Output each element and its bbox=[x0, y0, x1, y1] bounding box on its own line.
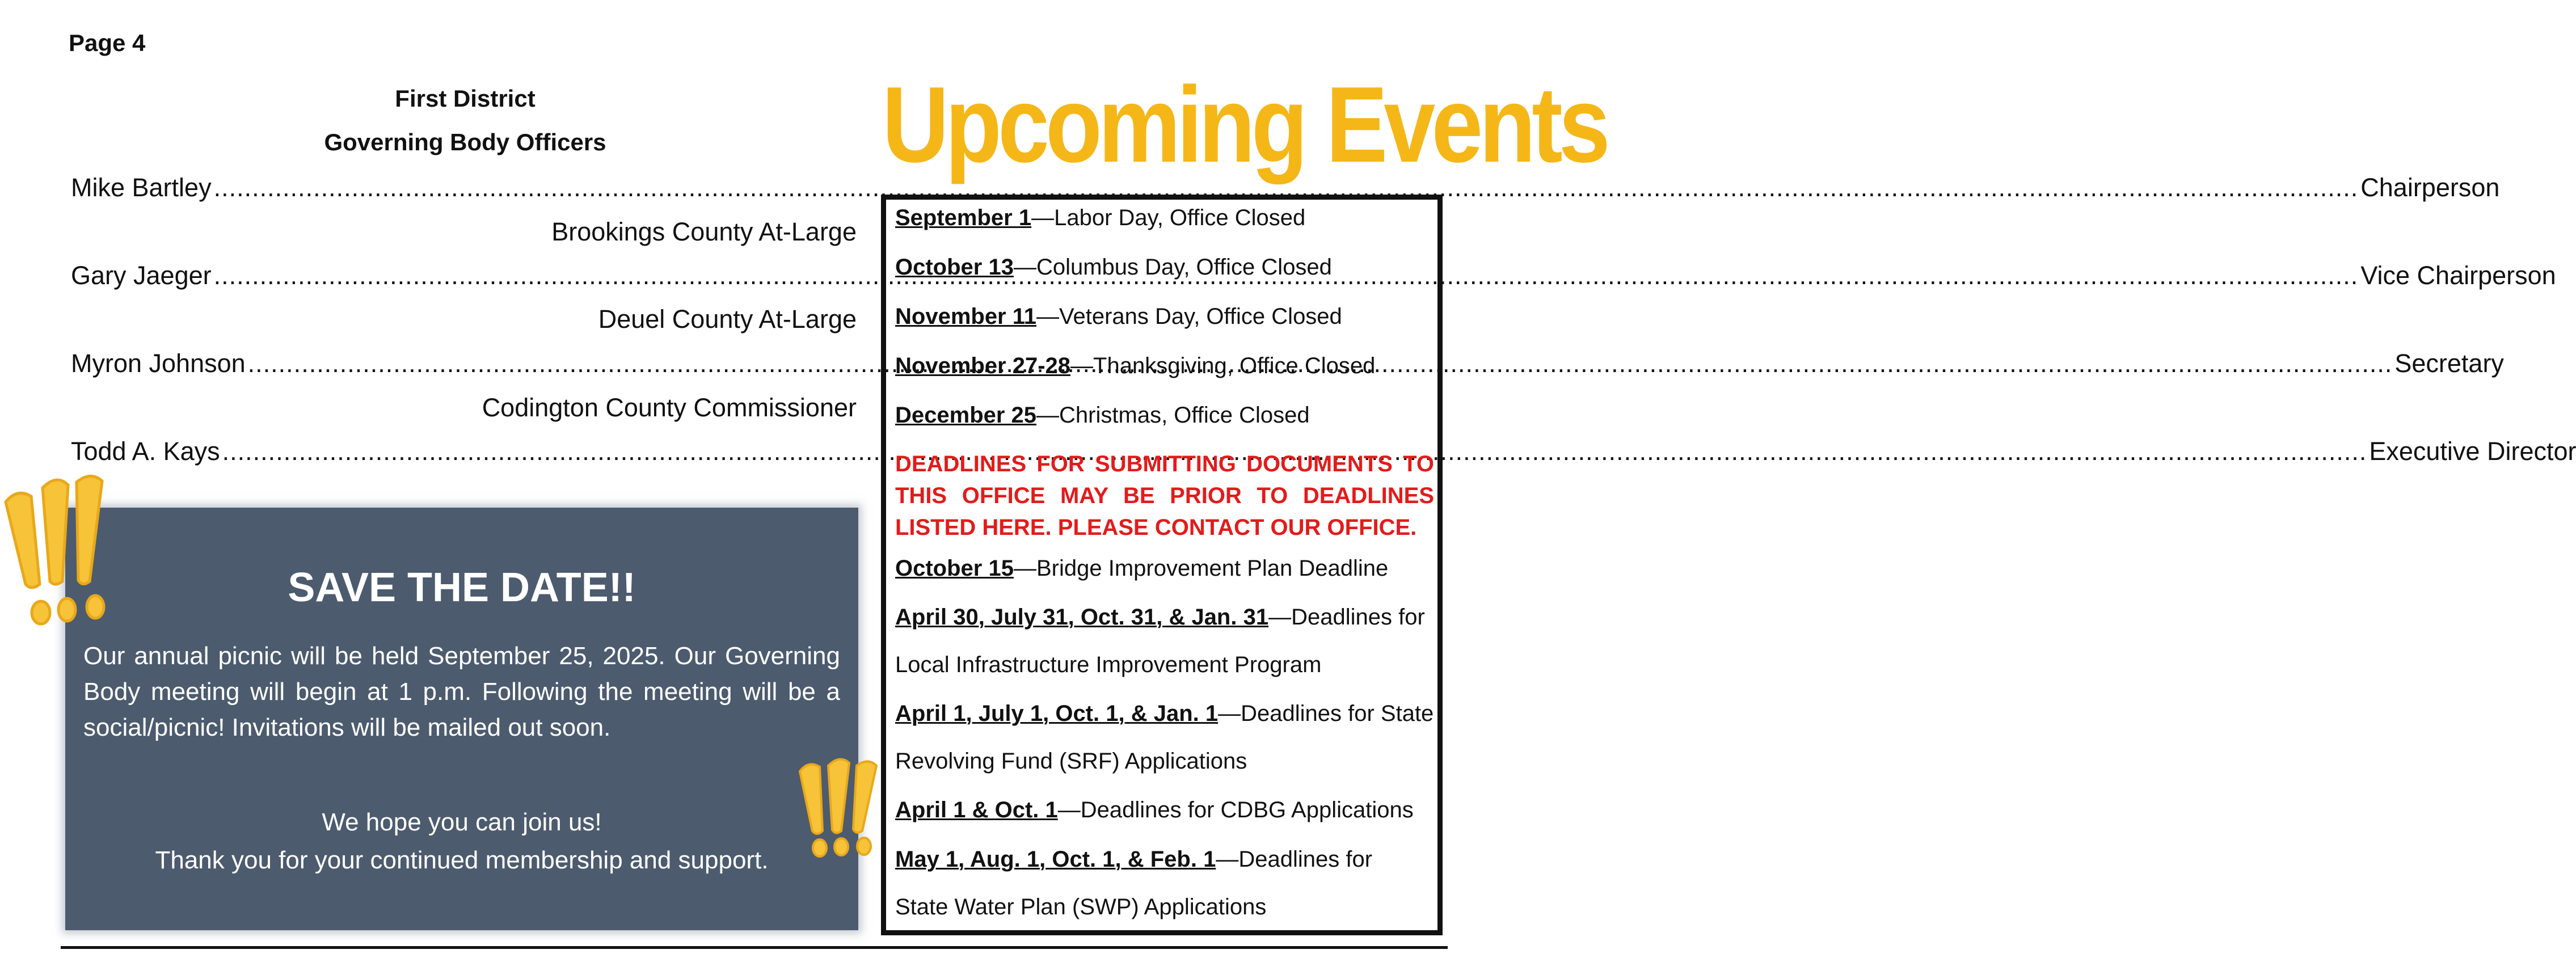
deadline-item bbox=[895, 556, 1434, 581]
officer-name: Myron Johnson bbox=[71, 349, 246, 378]
save-the-date-thanks: Thank you for your continued membership and support. bbox=[155, 846, 769, 874]
officers-title-line2: Governing Body Officers bbox=[324, 129, 606, 155]
event-date: November 27-28 bbox=[895, 353, 1071, 378]
officer-row bbox=[71, 437, 2576, 466]
deadline-continuation: Local Infrastructure Improvement Program bbox=[895, 652, 1322, 677]
save-the-date-invite: We hope you can join us! bbox=[322, 808, 602, 836]
event-date: December 25 bbox=[895, 403, 1037, 428]
officer-name: Todd A. Kays bbox=[71, 437, 220, 466]
deadline-date: April 1, July 1, Oct. 1, & Jan. 1 bbox=[895, 701, 1219, 726]
save-the-date-title: SAVE THE DATE!! bbox=[288, 565, 636, 610]
deadline-item bbox=[895, 605, 1434, 630]
page-number: Page 4 bbox=[69, 29, 146, 56]
officer-affiliation: Deuel County At-Large bbox=[598, 305, 857, 334]
save-the-date-body: Our annual picnic will be held September 25, 2025. Our Governing Body meeting will begin at 1 p.m. Following the meeting will be a social/picnic! Invitations will be mailed out soon. bbox=[83, 642, 840, 741]
exclamation-marks-icon bbox=[0, 471, 113, 630]
officer-name: Gary Jaeger bbox=[71, 261, 212, 290]
officer-row bbox=[71, 173, 2500, 202]
deadline-date: April 1 & Oct. 1 bbox=[895, 797, 1058, 822]
event-text: —Columbus Day, Office Closed bbox=[1013, 255, 1332, 280]
upcoming-events-heading: Upcoming Events bbox=[882, 65, 1607, 185]
event-item bbox=[895, 304, 1434, 330]
event-text: —Labor Day, Office Closed bbox=[1031, 205, 1306, 230]
officer-name: Mike Bartley bbox=[71, 173, 212, 202]
officer-role: Executive Director bbox=[2369, 437, 2576, 466]
exclamation-marks-icon bbox=[797, 754, 891, 862]
deadline-date: October 15 bbox=[895, 556, 1014, 581]
officers-title-line1: First District bbox=[395, 85, 536, 112]
deadline-item bbox=[895, 701, 1434, 727]
officer-role: Vice Chairperson bbox=[2360, 261, 2556, 290]
deadline-warning: DEADLINES FOR SUBMITTING DOCUMENTS TO THIS OFFICE MAY BE PRIOR TO DEADLINES LISTED HERE. PLEASE CONTACT OUR OFFICE. bbox=[895, 451, 1434, 540]
officer-affiliation: Codington County Commissioner bbox=[482, 393, 857, 422]
deadline-date: April 30, July 31, Oct. 31, & Jan. 31 bbox=[895, 605, 1269, 630]
event-text: —Thanksgiving, Office Closed bbox=[1070, 353, 1376, 378]
deadline-item bbox=[895, 797, 1434, 823]
bottom-divider bbox=[61, 946, 1448, 949]
event-text: —Christmas, Office Closed bbox=[1036, 403, 1310, 428]
deadline-item bbox=[895, 847, 1434, 872]
deadline-date: May 1, Aug. 1, Oct. 1, & Feb. 1 bbox=[895, 847, 1216, 872]
event-item bbox=[895, 403, 1434, 428]
event-text: —Veterans Day, Office Closed bbox=[1036, 304, 1342, 329]
officer-role: Secretary bbox=[2394, 349, 2504, 378]
save-the-date-box bbox=[65, 508, 858, 930]
officer-affiliation: Brookings County At-Large bbox=[551, 217, 857, 246]
deadline-continuation: State Water Plan (SWP) Applications bbox=[895, 894, 1267, 919]
event-item bbox=[895, 205, 1434, 231]
event-date: October 13 bbox=[895, 255, 1014, 280]
deadline-continuation: Revolving Fund (SRF) Applications bbox=[895, 749, 1247, 774]
event-item bbox=[895, 255, 1434, 280]
officer-role: Chairperson bbox=[2360, 173, 2500, 202]
deadline-text: —Deadlines for State bbox=[1218, 701, 1434, 726]
deadline-text: —Deadlines for bbox=[1268, 605, 1425, 630]
deadline-text: —Deadlines for bbox=[1216, 847, 1373, 872]
event-item bbox=[895, 353, 1434, 379]
deadline-text: —Deadlines for CDBG Applications bbox=[1057, 797, 1414, 822]
event-date: November 11 bbox=[895, 304, 1037, 329]
event-date: September 1 bbox=[895, 205, 1032, 230]
deadline-text: —Bridge Improvement Plan Deadline bbox=[1013, 556, 1389, 581]
